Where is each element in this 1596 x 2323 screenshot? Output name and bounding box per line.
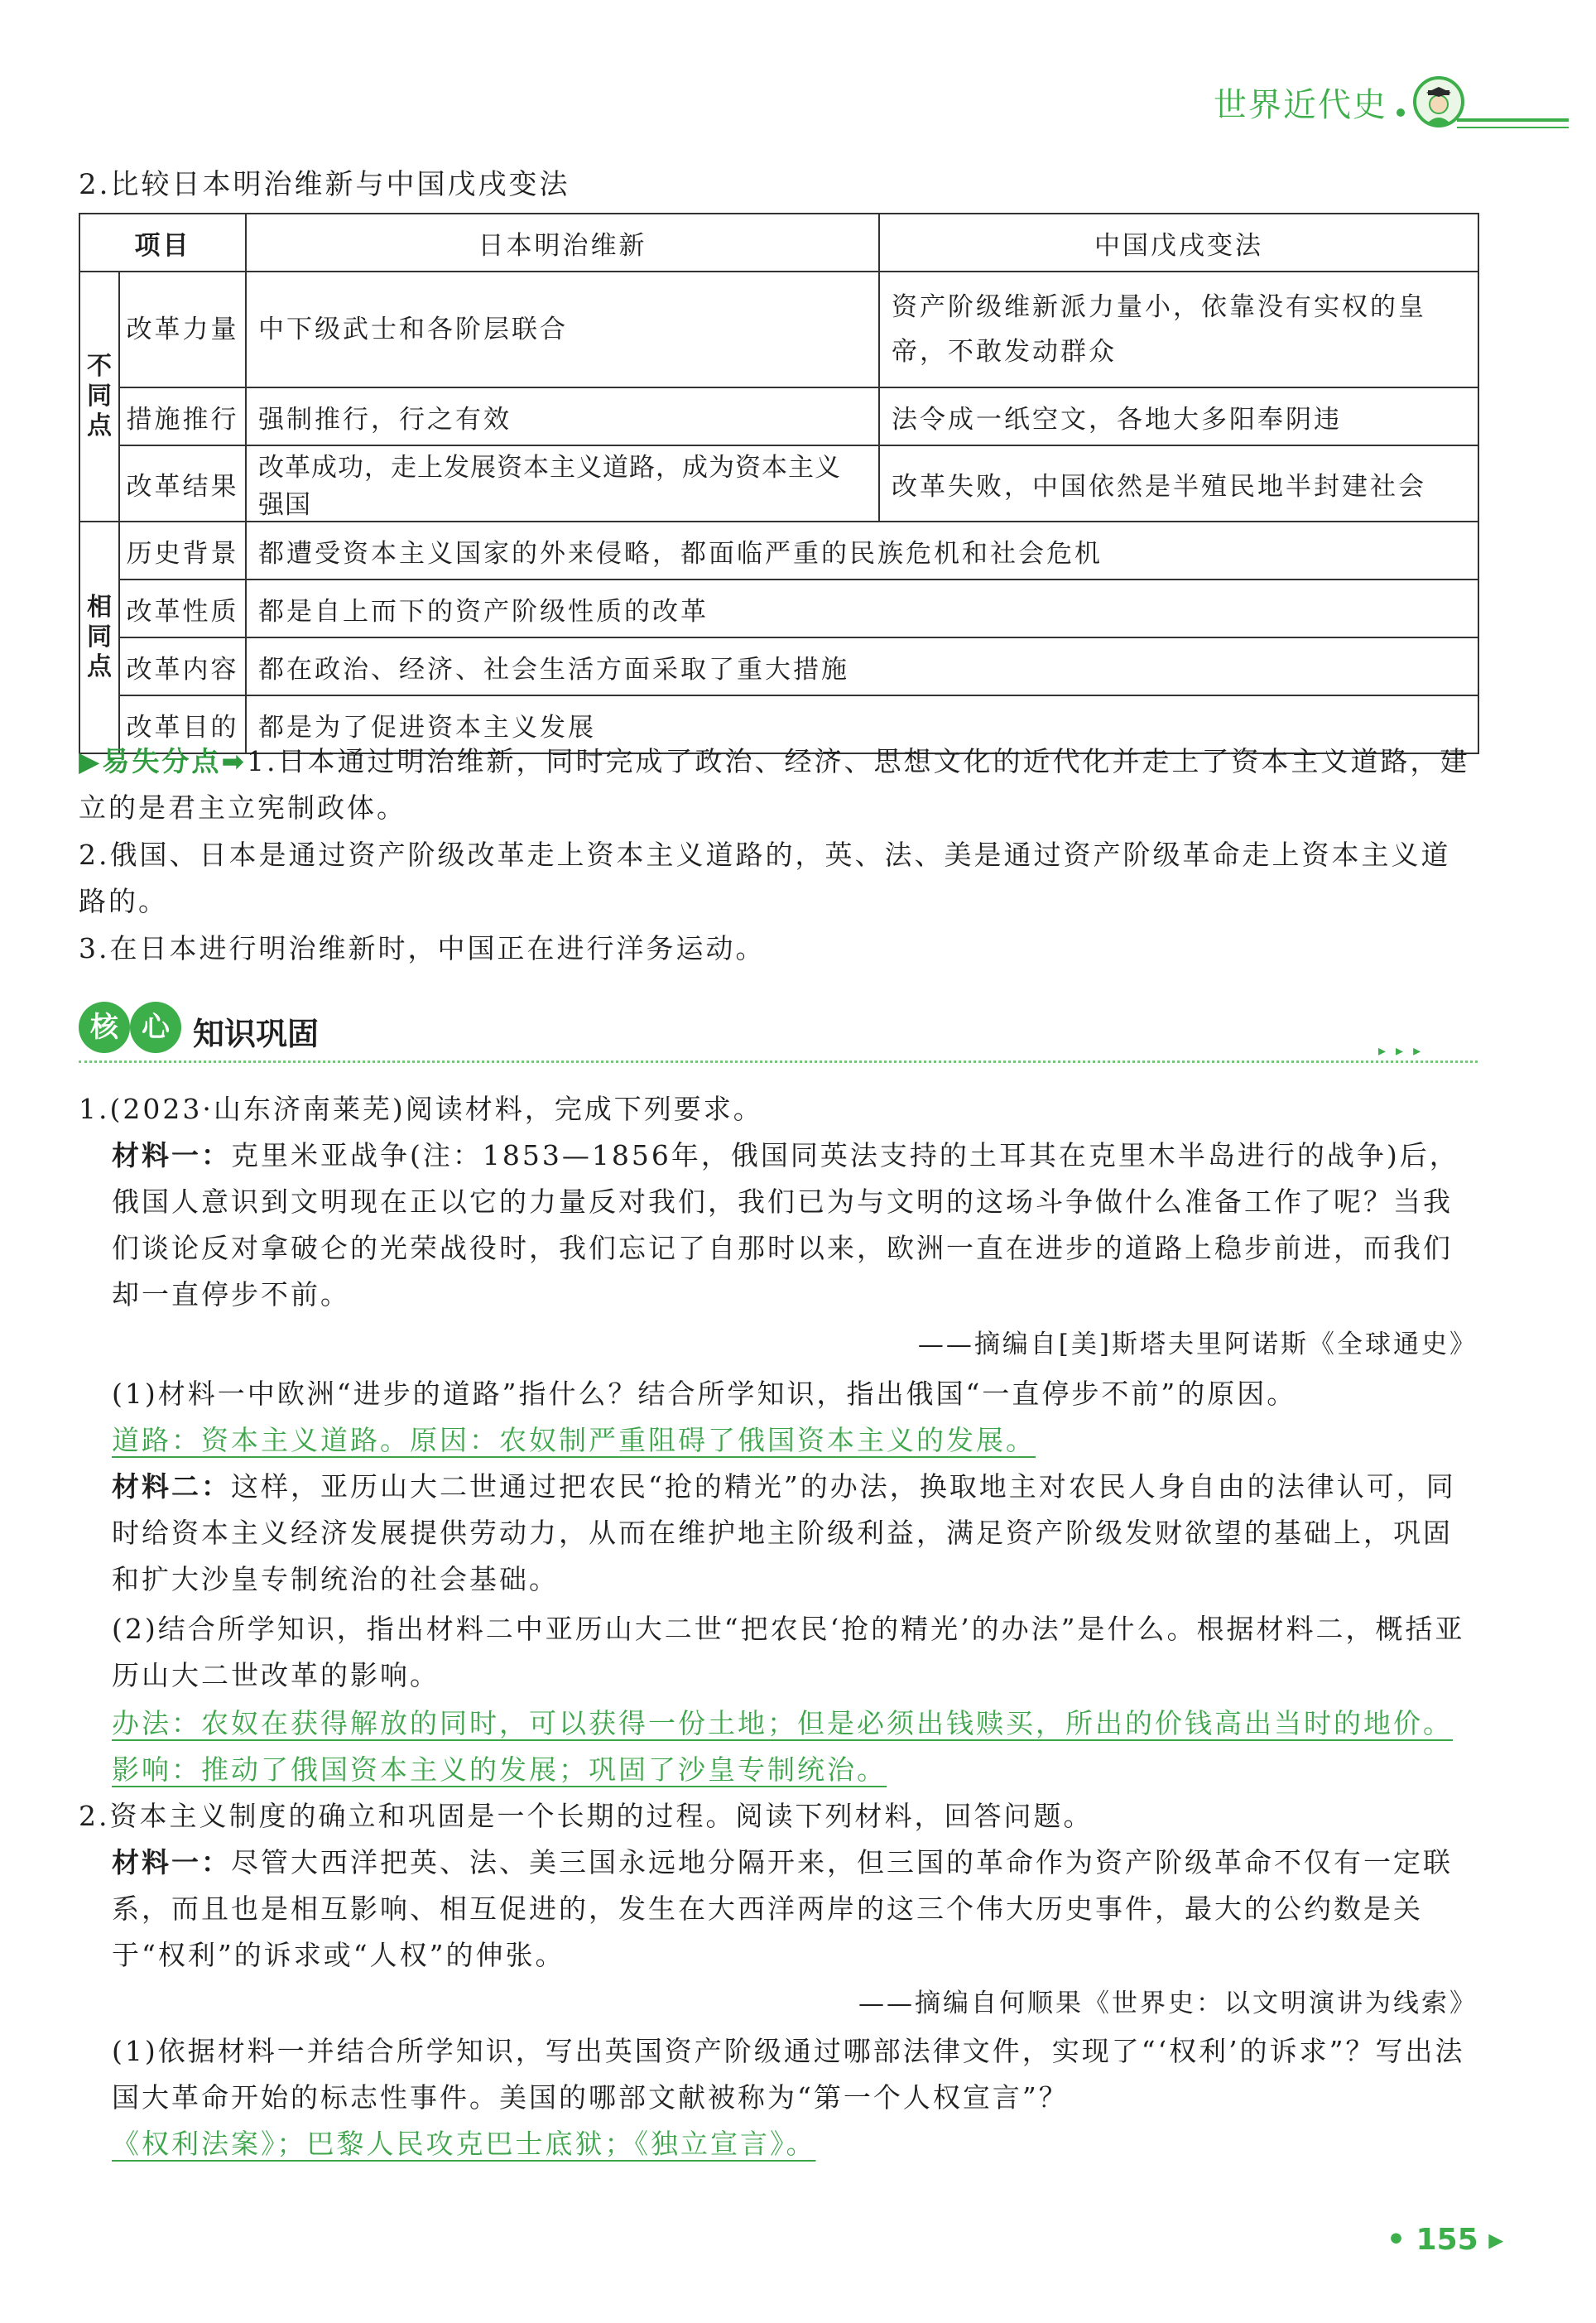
page-number-value: 155 (1416, 2223, 1478, 2257)
q1-m2-text: 这样，亚历山大二世通过把农民“抢的精光”的办法，换取地主对农民人身自由的法律认可，同时给资本主义经济发展提供劳动力，从而在维护地主阶级利益，满足资产阶级发财欲望的基础上，巩固和扩大沙皇专制统治的社会基础。 (112, 1470, 1456, 1595)
row-label: 改革性质 (119, 580, 246, 637)
row-label: 措施推行 (119, 387, 246, 445)
table-row (79, 522, 1478, 580)
cell-china: 改革失败，中国依然是半殖民地半封建社会 (879, 445, 1478, 522)
q2-m1-text: 尽管大西洋把英、法、美三国永远地分隔开来，但三国的革命作为资产阶级革命不仅有一定联系，而且也是相互影响、相互促进的，发生在大西洋两岸的这三个伟大历史事件，最大的公约数是关于“权利”的诉求或“人权”的伸张。 (112, 1846, 1453, 1971)
q2-m1-source: ——摘编自何顺果《世界史：以文明演讲为线索》 (858, 1989, 1478, 2018)
q2-m1-label: 材料一： (112, 1846, 231, 1878)
q2-stem: 2.资本主义制度的确立和巩固是一个长期的过程。阅读下列材料，回答问题。 (79, 1800, 1094, 1832)
group-same (79, 522, 119, 753)
pitfall-2: 2.俄国、日本是通过资产阶级改革走上资本主义道路的，英、法、美是通过资产阶级革命走上资本主义道路的。 (79, 839, 1451, 917)
cell-japan: 改革成功，走上发展资本主义道路，成为资本主义强国 (246, 445, 879, 522)
table-row (79, 387, 1478, 445)
header-rule (1457, 118, 1569, 122)
core-badge-2: 心 (130, 1002, 181, 1053)
table-header-item: 项目 (79, 214, 246, 272)
q1-material-1 (112, 1133, 1478, 1318)
cell-same: 都在政治、经济、社会生活方面采取了重大措施 (246, 637, 1478, 695)
q1-ans1-text: 道路：资本主义道路。原因：农奴制严重阻碍了俄国资本主义的发展。 (112, 1424, 1036, 1456)
q1-sub2: (2)结合所学知识，指出材料二中亚历山大二世“把农民‘抢的精光’的办法”是什么。根据材料二，概括亚历山大二世改革的影响。 (112, 1613, 1465, 1691)
group-diff (79, 272, 119, 522)
cell-japan: 强制推行，行之有效 (246, 387, 879, 445)
q1-m1-text: 克里米亚战争(注：1853—1856年，俄国同英法支持的土耳其在克里木半岛进行的战争)后，俄国人意识到文明现在正以它的力量反对我们，我们已为与文明的这场斗争做什么准备工作了呢？当我们谈论反对拿破仑的光荣战役时，我们忘记了自那时以来，欧洲一直在进步的道路上稳步前进，而我们却一直停步不前。 (112, 1139, 1459, 1311)
core-divider (79, 1060, 1478, 1063)
table-row (79, 637, 1478, 695)
q1-answer-1 (112, 1417, 1478, 1464)
header-dot (1396, 108, 1405, 117)
cell-japan: 中下级武士和各阶层联合 (246, 272, 879, 387)
pitfall-text-1: 1.日本通过明治维新，同时完成了政治、经济、思想文化的近代化并走上了资本主义道路，建立的是君主立宪制政体。 (79, 745, 1470, 824)
table-header-china: 中国戊戌变法 (879, 214, 1478, 272)
q2-ans1-text: 《权利法案》；巴黎人民攻克巴士底狱；《独立宣言》。 (112, 2128, 816, 2160)
cell-same: 都是自上而下的资产阶级性质的改革 (246, 580, 1478, 637)
row-label: 改革结果 (119, 445, 246, 522)
q2-sub1: (1)依据材料一并结合所学知识，写出英国资产阶级通过哪部法律文件，实现了“‘权利’的诉求”？写出法国大革命开始的标志性事件。美国的哪部文献被称为“第一个人权宣言”？ (112, 2035, 1465, 2114)
comparison-table (79, 213, 1479, 754)
q1-m2-label: 材料二： (112, 1470, 231, 1503)
cell-same: 都是为了促进资本主义发展 (246, 695, 1478, 753)
row-label: 改革力量 (119, 272, 246, 387)
page-number: • 155 ▸ (1387, 2223, 1504, 2257)
cell-same: 都遭受资本主义国家的外来侵略，都面临严重的民族危机和社会危机 (246, 522, 1478, 580)
group-same-label: 相同点 (87, 593, 112, 681)
row-label: 改革目的 (119, 695, 246, 753)
q2-material-1 (112, 1840, 1478, 1979)
q2-answer-1 (112, 2121, 1478, 2167)
table-row (79, 272, 1478, 387)
section-title: 2.比较日本明治维新与中国戊戌变法 (79, 168, 570, 201)
q1-m1-source: ——摘编自[美]斯塔夫里阿诺斯《全球通史》 (917, 1330, 1478, 1359)
group-diff-label: 不同点 (87, 352, 112, 440)
header-rule-thin (1457, 127, 1569, 128)
q1-ans2-text: 办法：农奴在获得解放的同时，可以获得一份土地；但是必须出钱赎买，所出的价钱高出当时的地价。影响：推动了俄国资本主义的发展；巩固了沙皇专制统治。 (112, 1707, 1453, 1786)
core-title: 知识巩固 (193, 1016, 320, 1052)
q1-sub1: (1)材料一中欧洲“进步的道路”指什么？结合所学知识，指出俄国“一直停步不前”的原因。 (112, 1378, 1297, 1410)
table-row (79, 580, 1478, 637)
table-header-japan: 日本明治维新 (246, 214, 879, 272)
row-label: 改革内容 (119, 637, 246, 695)
table-row (79, 445, 1478, 522)
cell-china: 资产阶级维新派力量小，依靠没有实权的皇帝，不敢发动群众 (879, 272, 1478, 387)
pitfall-1 (79, 738, 1478, 831)
pitfall-3: 3.在日本进行明治维新时，中国正在进行洋务运动。 (79, 932, 766, 964)
row-label: 历史背景 (119, 522, 246, 580)
q1-stem: 1.(2023·山东济南莱芜)阅读材料，完成下列要求。 (79, 1093, 763, 1125)
q1-answer-2 (112, 1700, 1478, 1793)
arrows-icon: ▸▸▸ (1378, 1042, 1431, 1060)
pitfall-tag: ▶易失分点➡ (79, 745, 248, 777)
q1-m1-label: 材料一： (112, 1139, 231, 1171)
cell-china: 法令成一纸空文，各地大多阳奉阴违 (879, 387, 1478, 445)
q1-material-2 (112, 1464, 1478, 1603)
table-header-row (79, 214, 1478, 272)
header-title: 世界近代史 (1214, 86, 1387, 124)
core-badge-1: 核 (79, 1002, 130, 1053)
